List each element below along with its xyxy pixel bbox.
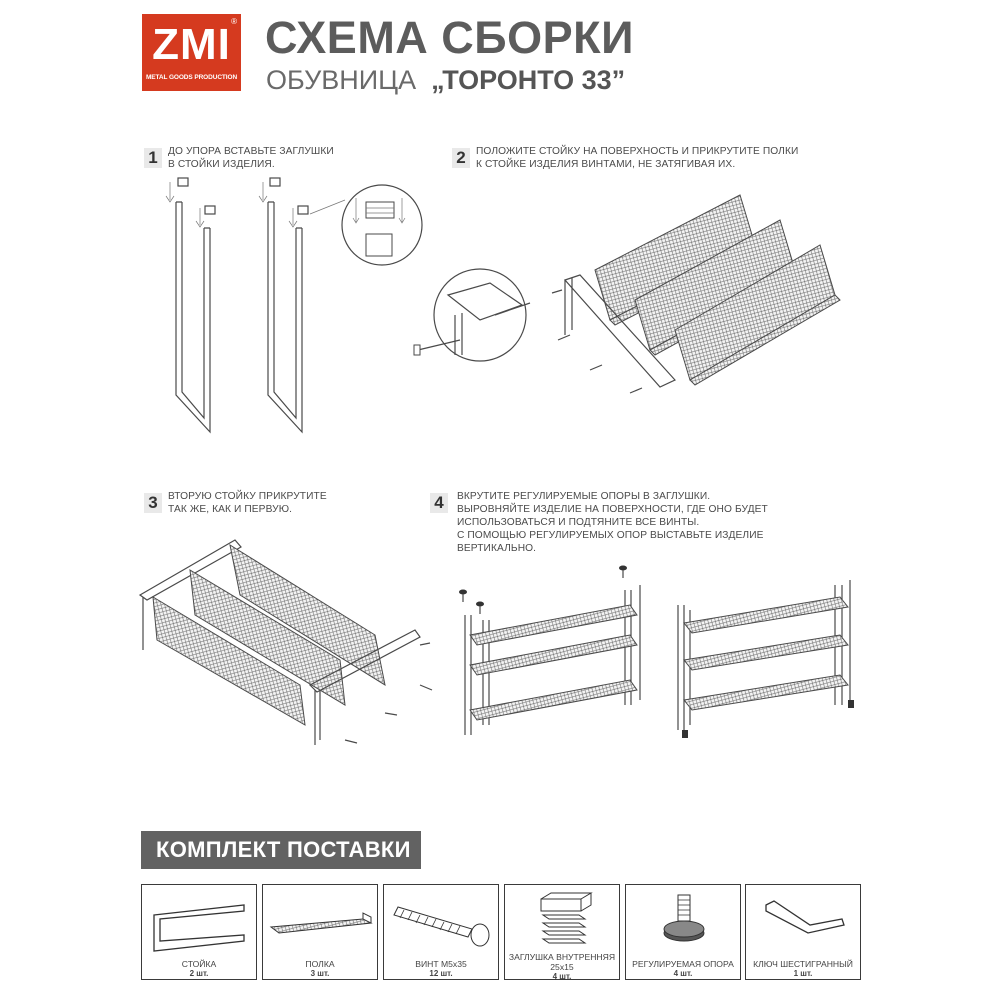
assembled-shoe-rack <box>678 580 854 738</box>
kit-item-qty: 3 шт. <box>310 969 330 978</box>
logo-wordmark: ZMI <box>152 20 231 69</box>
insert-arrow-icon <box>166 182 297 227</box>
step-4-number: 4 <box>430 493 448 513</box>
adjustable-foot-icon <box>459 566 627 615</box>
step-4-line-5: ВЕРТИКАЛЬНО. <box>457 543 537 554</box>
cap-detail-zoom <box>310 185 422 265</box>
end-cap-icon <box>178 178 308 214</box>
step-2-illustration <box>410 175 850 405</box>
page-title: СХЕМА СБОРКИ <box>265 12 634 63</box>
step-1-number: 1 <box>144 148 162 168</box>
kit-item-qty: 2 шт. <box>189 969 209 978</box>
kit-item-screw <box>383 884 499 980</box>
kit-item-adjustable-foot <box>625 884 741 980</box>
step-3-text <box>168 490 327 516</box>
kit-item-name: КЛЮЧ ШЕСТИГРАННЫЙ <box>753 959 853 969</box>
kit-item-name: ПОЛКА <box>305 959 335 969</box>
kit-item-name: СТОЙКА <box>181 959 217 969</box>
kit-item-name: ЗАГЛУШКА ВНУТРЕННЯЯ <box>508 952 616 962</box>
mesh-shelves <box>470 605 637 720</box>
step-2-number: 2 <box>452 148 470 168</box>
kit-item-shelf <box>262 884 378 980</box>
kit-item-hex-key <box>745 884 861 980</box>
step-3-illustration <box>135 535 435 750</box>
kit-item-qty: 1 шт. <box>793 969 813 978</box>
step-4-line-2: ВЫРОВНЯЙТЕ ИЗДЕЛИЕ НА ПОВЕРХНОСТИ, ГДЕ ОНО БУДЕТ <box>457 504 768 515</box>
step-4-line-1: ВКРУТИТЕ РЕГУЛИРУЕМЫЕ ОПОРЫ В ЗАГЛУШКИ. <box>457 491 711 502</box>
step-2-line-1: ПОЛОЖИТЕ СТОЙКУ НА ПОВЕРХНОСТЬ И ПРИКРУТИТЕ ПОЛКИ <box>476 146 799 157</box>
kit-item-label <box>384 959 498 979</box>
step-3-line-2: ТАК ЖЕ, КАК И ПЕРВУЮ. <box>168 504 293 515</box>
kit-item-label <box>626 959 740 979</box>
step-4-exploded-illustration <box>455 560 655 740</box>
page-subtitle <box>266 65 625 96</box>
kit-item-size: 25х15 <box>550 962 574 972</box>
step-2-line-2: К СТОЙКЕ ИЗДЕЛИЯ ВИНТАМИ, НЕ ЗАТЯГИВАЯ ИХ. <box>476 159 736 170</box>
kit-item-qty: 4 шт. <box>673 969 693 978</box>
frame-post-b <box>268 202 302 432</box>
kit-item-name: ВИНТ М5х35 <box>415 959 467 969</box>
kit-item-name: РЕГУЛИРУЕМАЯ ОПОРА <box>632 959 734 969</box>
step-4-text <box>457 490 768 555</box>
subtitle-prefix: ОБУВНИЦА <box>266 65 417 95</box>
kit-banner: КОМПЛЕКТ ПОСТАВКИ <box>141 831 421 869</box>
kit-item-end-cap <box>504 884 620 980</box>
logo-tagline: METAL GOODS PRODUCTION <box>145 74 238 81</box>
step-1-line-2: В СТОЙКИ ИЗДЕЛИЯ. <box>168 159 275 170</box>
step-1-line-1: ДО УПОРА ВСТАВЬТЕ ЗАГЛУШКИ <box>168 146 334 157</box>
step-3-number: 3 <box>144 493 162 513</box>
step-4-assembled-illustration <box>670 575 870 740</box>
frame-post-a <box>176 202 210 432</box>
step-1-illustration <box>150 170 420 440</box>
kit-item-qty: 12 шт. <box>429 969 453 978</box>
brand-logo <box>142 14 241 91</box>
registered-mark: ® <box>231 17 237 26</box>
step-2-text <box>476 145 798 171</box>
screw-detail-zoom <box>414 269 530 361</box>
kit-item-label <box>142 959 256 979</box>
step-3-line-1: ВТОРУЮ СТОЙКУ ПРИКРУТИТЕ <box>168 491 327 502</box>
kit-item-post <box>141 884 257 980</box>
kit-item-label <box>263 959 377 979</box>
step-4-line-4: С ПОМОЩЬЮ РЕГУЛИРУЕМЫХ ОПОР ВЫСТАВЬТЕ ИЗДЕЛИЕ <box>457 530 764 541</box>
subtitle-model: „ТОРОНТО 33” <box>431 65 626 95</box>
kit-item-label <box>746 959 860 979</box>
step-4-line-3: ИСПОЛЬЗОВАТЬСЯ И ПОДТЯНИТЕ ВСЕ ВИНТЫ. <box>457 517 700 528</box>
kit-item-qty: 4 шт. <box>552 972 572 981</box>
step-1-text <box>168 145 334 171</box>
kit-item-label <box>505 952 619 982</box>
